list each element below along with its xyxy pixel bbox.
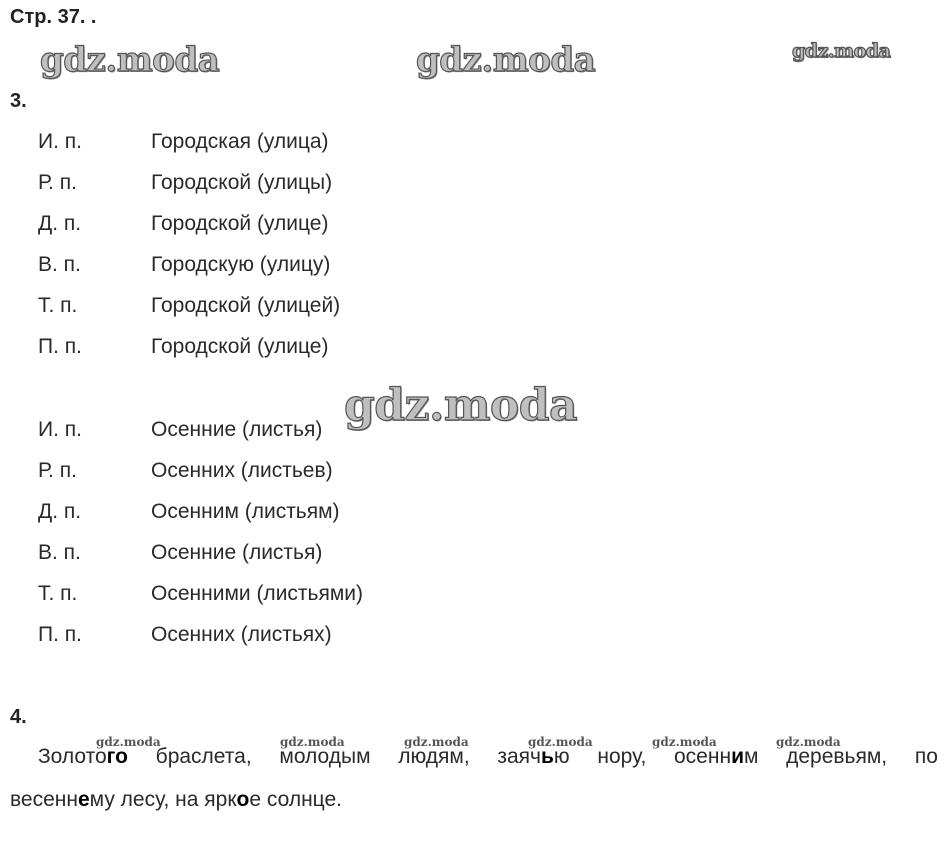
case-label: И. п. [38, 418, 82, 441]
case-phrase: Осенними (листьями) [151, 582, 364, 605]
case-label: Р. п. [38, 171, 77, 194]
case-label: В. п. [38, 253, 81, 276]
phrase-segment: весеннему лесу, на ярк [10, 788, 237, 811]
case-phrase: Осенних (листьев) [151, 459, 333, 482]
watermark-logo: gdz.moda [96, 735, 161, 749]
case-label: Р. п. [38, 459, 77, 482]
task-number-3: 3. [10, 90, 27, 112]
watermark-logo: gdz.moda [280, 735, 345, 749]
watermark-logo: gdz.moda [776, 735, 841, 749]
watermark-logo: gdz.moda [792, 40, 891, 62]
phrase-segment: ое солнце. [236, 788, 342, 811]
watermark-logo: gdz.moda [40, 40, 220, 80]
watermark-logo: gdz.moda [404, 735, 469, 749]
case-phrase: Городской (улицы) [151, 171, 333, 194]
case-label: П. п. [38, 623, 82, 646]
case-label: Т. п. [38, 294, 78, 317]
watermark-logo: gdz.moda [528, 735, 593, 749]
case-label: П. п. [38, 335, 82, 358]
case-label: И. п. [38, 130, 82, 153]
phrase-word: браслета, [155, 745, 252, 768]
case-phrase: Осенние (листья) [151, 541, 323, 564]
case-phrase: Городской (улице) [151, 335, 329, 358]
case-label: Д. п. [38, 500, 82, 523]
watermark-logo: gdz.moda [416, 40, 596, 80]
phrase-word: по [914, 745, 938, 768]
case-phrase: Городской (улицей) [151, 294, 341, 317]
page-title: Стр. 37. . [10, 6, 97, 28]
watermark-logo: gdz.moda [652, 735, 717, 749]
case-phrase: Городскую (улицу) [151, 253, 331, 276]
case-label: Т. п. [38, 582, 78, 605]
task4-sentence-line-1 [38, 745, 938, 769]
phrase-word: заячью [497, 745, 570, 768]
phrase-word: молодым [279, 745, 371, 768]
watermark-logo: gdz.moda [344, 380, 578, 431]
case-phrase: Осенних (листьях) [151, 623, 332, 646]
case-label: Д. п. [38, 212, 82, 235]
case-label: В. п. [38, 541, 81, 564]
phrase-word: людям, [398, 745, 470, 768]
case-phrase: Осенние (листья) [151, 418, 323, 441]
task-number-4: 4. [10, 706, 27, 728]
phrase-word: Золотого [38, 745, 128, 768]
task4-sentence-line-2 [10, 788, 342, 812]
phrase-word: деревьям, [786, 745, 888, 768]
case-phrase: Осенним (листьям) [151, 500, 340, 523]
case-phrase: Городской (улице) [151, 212, 329, 235]
case-phrase: Городская (улица) [151, 130, 329, 153]
phrase-word: нору, [597, 745, 647, 768]
phrase-word: осенним [674, 745, 759, 768]
